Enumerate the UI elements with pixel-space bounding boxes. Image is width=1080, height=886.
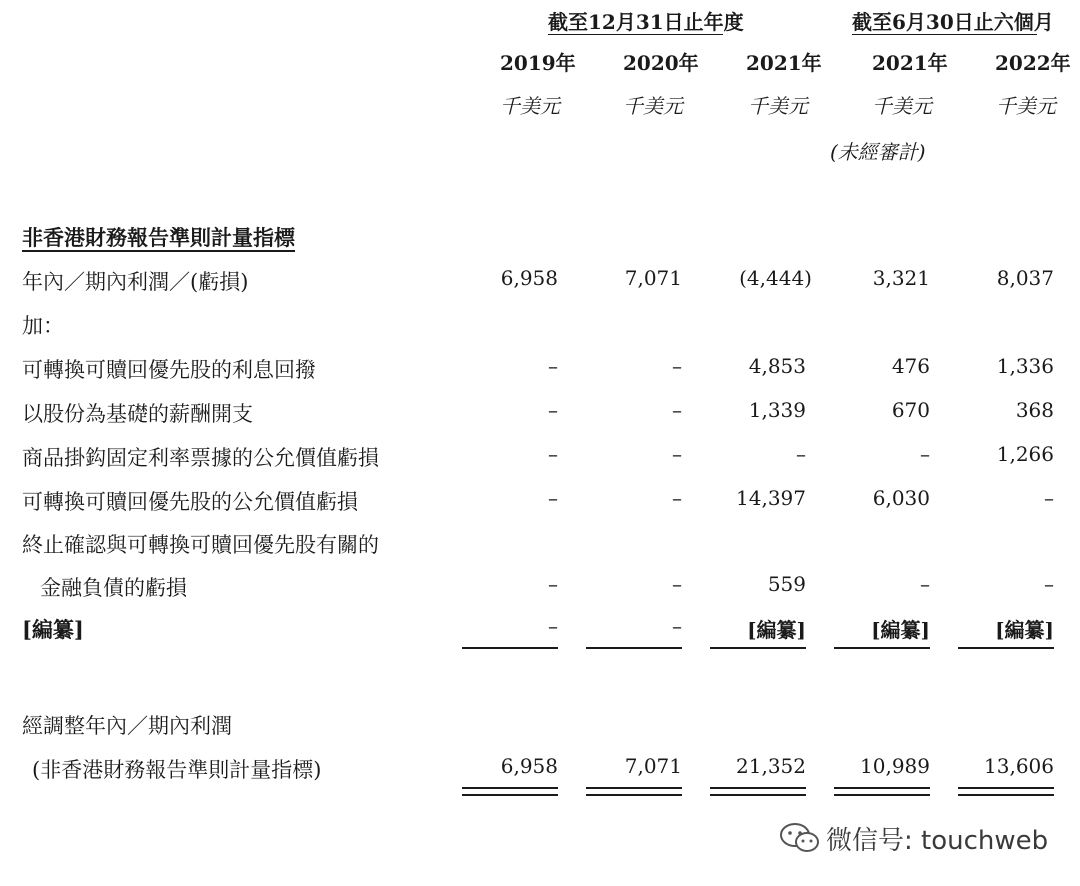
table-row (0, 572, 1080, 612)
cell-value: – (796, 442, 806, 466)
row-label: 以股份為基礎的薪酬開支 (22, 402, 253, 426)
table-row (0, 266, 1080, 306)
subtotal-rule (710, 647, 806, 649)
cell-value: (4,444) (739, 266, 812, 290)
cell-value: – (672, 354, 682, 378)
cell-value: [編纂] (747, 618, 806, 642)
cell-value: – (548, 486, 558, 510)
subtotal-rule (462, 647, 558, 649)
unaudited-note: (未經審計) (830, 140, 926, 164)
unit-label-5: 千美元 (996, 94, 1056, 118)
subtotal-rule (586, 647, 682, 649)
total-double-rule (586, 787, 682, 796)
cell-value: – (672, 572, 682, 596)
cell-value: – (548, 572, 558, 596)
cell-value: 14,397 (736, 486, 806, 510)
cell-value: 1,266 (996, 442, 1054, 466)
cell-value: – (548, 614, 558, 638)
cell-value: – (672, 486, 682, 510)
cell-value: 6,030 (872, 486, 930, 510)
year-header-4: 2021年 (872, 51, 948, 75)
group-header-halfyear-underline (852, 34, 1037, 35)
total-value: 13,606 (984, 754, 1054, 778)
cell-value: – (548, 398, 558, 422)
cell-value: – (672, 442, 682, 466)
cell-value: – (548, 354, 558, 378)
total-label: 經調整年內／期內利潤 (22, 714, 232, 738)
total-double-rule (462, 787, 558, 796)
total-value: 6,958 (500, 754, 558, 778)
cell-value: 476 (891, 354, 930, 378)
group-header-halfyear: 截至6月30日止六個月 (852, 10, 1054, 34)
total-double-rule (958, 787, 1054, 796)
cell-value: – (1044, 486, 1054, 510)
row-label: 加： (22, 314, 64, 338)
cell-value: 4,853 (748, 354, 806, 378)
cell-value: – (672, 614, 682, 638)
table-row (0, 486, 1080, 526)
total-value: 7,071 (624, 754, 682, 778)
year-header-3: 2021年 (746, 51, 822, 75)
section-title: 非香港財務報告準則計量指標 (22, 225, 295, 250)
cell-value: – (1044, 572, 1054, 596)
row-label: [編纂] (22, 617, 84, 642)
unit-label-4: 千美元 (872, 94, 932, 118)
cell-value: [編纂] (871, 618, 930, 642)
table-row (0, 398, 1080, 438)
total-value: 10,989 (860, 754, 930, 778)
total-value: 21,352 (736, 754, 806, 778)
cell-value: 1,336 (996, 354, 1054, 378)
cell-value: – (920, 572, 930, 596)
cell-value: [編纂] (995, 618, 1054, 642)
watermark (778, 818, 1048, 858)
row-label: 年內／期內利潤／(虧損) (22, 270, 249, 294)
row-label: 商品掛鈎固定利率票據的公允價值虧損 (22, 446, 379, 470)
table-row (0, 310, 1080, 350)
group-header-annual: 截至12月31日止年度 (548, 10, 744, 34)
cell-value: – (672, 398, 682, 422)
table-row (0, 354, 1080, 394)
unit-label-2: 千美元 (623, 94, 683, 118)
group-header-annual-underline (548, 34, 723, 35)
cell-value: – (920, 442, 930, 466)
year-header-2: 2020年 (623, 51, 699, 75)
total-double-rule (710, 787, 806, 796)
year-header-5: 2022年 (995, 51, 1071, 75)
cell-value: 1,339 (748, 398, 806, 422)
cell-value: 3,321 (872, 266, 930, 290)
cell-value: 368 (1015, 398, 1054, 422)
cell-value: 670 (891, 398, 930, 422)
row-label: 可轉換可贖回優先股的公允價值虧損 (22, 490, 358, 514)
watermark-text: 微信号: touchweb (826, 825, 1049, 856)
subtotal-rule (834, 647, 930, 649)
cell-value: 559 (767, 572, 806, 596)
total-double-rule (834, 787, 930, 796)
table-row (0, 529, 1080, 569)
cell-value: 7,071 (624, 266, 682, 290)
cell-value: 8,037 (996, 266, 1054, 290)
table-row (0, 442, 1080, 482)
unit-label-1: 千美元 (500, 94, 560, 118)
cell-value: – (548, 442, 558, 466)
total-sublabel: (非香港財務報告準則計量指標) (32, 758, 322, 782)
row-label: 金融負債的虧損 (40, 576, 187, 600)
unit-label-3: 千美元 (748, 94, 808, 118)
wechat-icon (778, 820, 822, 856)
row-label: 終止確認與可轉換可贖回優先股有關的 (22, 533, 379, 557)
cell-value: 6,958 (500, 266, 558, 290)
year-header-1: 2019年 (500, 51, 576, 75)
subtotal-rule (958, 647, 1054, 649)
total-label-row (0, 710, 1080, 750)
row-label: 可轉換可贖回優先股的利息回撥 (22, 358, 316, 382)
